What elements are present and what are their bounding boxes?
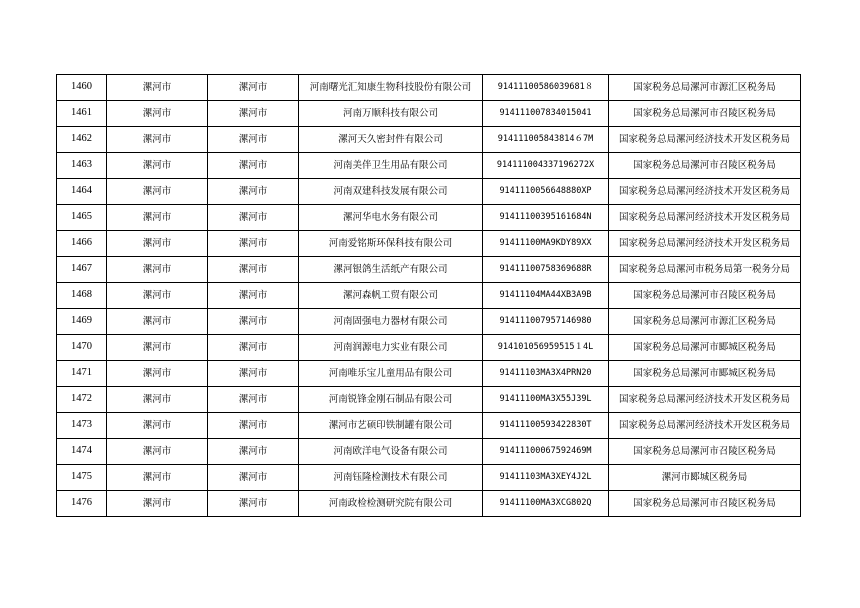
credit-code-cell: 91411100593422830T [483,413,609,439]
city-cell: 漯河市 [107,309,208,335]
tax-office-cell: 国家税务总局漯河市召陵区税务局 [609,101,801,127]
city-cell: 漯河市 [107,205,208,231]
company-name-cell: 河南钰隆检测技术有限公司 [299,465,483,491]
city-cell: 漯河市 [107,465,208,491]
city-cell: 漯河市 [107,257,208,283]
credit-code-cell: 91411104MA44XB3A9B [483,283,609,309]
table-row [57,491,801,517]
row-number-cell: 1465 [57,205,107,231]
tax-office-cell: 国家税务总局漯河市源汇区税务局 [609,75,801,101]
city-cell: 漯河市 [107,491,208,517]
credit-code-cell: 91411100395161684N [483,205,609,231]
table-body [57,75,801,517]
tax-office-cell: 国家税务总局漯河市税务局第一税务分局 [609,257,801,283]
district-cell: 漯河市 [208,205,299,231]
table-row [57,179,801,205]
tax-office-cell: 国家税务总局漯河经济技术开发区税务局 [609,387,801,413]
city-cell: 漯河市 [107,413,208,439]
city-cell: 漯河市 [107,153,208,179]
table-row [57,465,801,491]
table-row [57,439,801,465]
company-name-cell: 河南万顺科技有限公司 [299,101,483,127]
row-number-cell: 1472 [57,387,107,413]
tax-office-cell: 国家税务总局漯河经济技术开发区税务局 [609,231,801,257]
row-number-cell: 1476 [57,491,107,517]
table-row [57,127,801,153]
tax-office-cell: 国家税务总局漯河经济技术开发区税务局 [609,413,801,439]
city-cell: 漯河市 [107,335,208,361]
company-name-cell: 河南润源电力实业有限公司 [299,335,483,361]
tax-office-cell: 国家税务总局漯河市郾城区税务局 [609,361,801,387]
credit-code-cell: 91411100MA3XCG802Q [483,491,609,517]
district-cell: 漯河市 [208,101,299,127]
row-number-cell: 1462 [57,127,107,153]
credit-code-cell: 914111007834015041 [483,101,609,127]
district-cell: 漯河市 [208,153,299,179]
row-number-cell: 1460 [57,75,107,101]
tax-office-cell: 国家税务总局漯河市源汇区税务局 [609,309,801,335]
row-number-cell: 1473 [57,413,107,439]
tax-office-cell: 漯河市郾城区税务局 [609,465,801,491]
company-name-cell: 河南曙光汇知康生物科技股份有限公司 [299,75,483,101]
city-cell: 漯河市 [107,361,208,387]
district-cell: 漯河市 [208,127,299,153]
district-cell: 漯河市 [208,491,299,517]
table-row [57,101,801,127]
table-row [57,205,801,231]
row-number-cell: 1471 [57,361,107,387]
city-cell: 漯河市 [107,127,208,153]
row-number-cell: 1463 [57,153,107,179]
city-cell: 漯河市 [107,75,208,101]
row-number-cell: 1475 [57,465,107,491]
company-name-cell: 河南政检检测研究院有限公司 [299,491,483,517]
district-cell: 漯河市 [208,257,299,283]
row-number-cell: 1467 [57,257,107,283]
tax-office-cell: 国家税务总局漯河市召陵区税务局 [609,439,801,465]
company-name-cell: 漯河银鸽生活纸产有限公司 [299,257,483,283]
district-cell: 漯河市 [208,465,299,491]
tax-office-cell: 国家税务总局漯河市郾城区税务局 [609,335,801,361]
city-cell: 漯河市 [107,283,208,309]
table-row [57,361,801,387]
row-number-cell: 1464 [57,179,107,205]
district-cell: 漯河市 [208,335,299,361]
table-row [57,257,801,283]
district-cell: 漯河市 [208,75,299,101]
credit-code-cell: 914101056959515１4L [483,335,609,361]
district-cell: 漯河市 [208,413,299,439]
credit-code-cell: 914111007957146980 [483,309,609,335]
company-name-cell: 河南爱铭斯环保科技有限公司 [299,231,483,257]
company-name-cell: 河南固强电力器材有限公司 [299,309,483,335]
row-number-cell: 1470 [57,335,107,361]
credit-code-cell: 91411100MA3X55J39L [483,387,609,413]
company-name-cell: 漯河华电水务有限公司 [299,205,483,231]
district-cell: 漯河市 [208,179,299,205]
table-row [57,335,801,361]
credit-code-cell: 914111005843814６7M [483,127,609,153]
company-name-cell: 河南欧洋电气设备有限公司 [299,439,483,465]
tax-office-cell: 国家税务总局漯河市召陵区税务局 [609,491,801,517]
district-cell: 漯河市 [208,283,299,309]
company-name-cell: 河南双建科技发展有限公司 [299,179,483,205]
district-cell: 漯河市 [208,439,299,465]
credit-code-cell: 9141110056648880XP [483,179,609,205]
table-row [57,387,801,413]
credit-code-cell: 91411100586039681８ [483,75,609,101]
credit-code-cell: 91411100MA9KDY89XX [483,231,609,257]
table-row [57,231,801,257]
credit-code-cell: 91411103MA3XEY4J2L [483,465,609,491]
city-cell: 漯河市 [107,231,208,257]
company-name-cell: 河南唯乐宝儿童用品有限公司 [299,361,483,387]
district-cell: 漯河市 [208,361,299,387]
district-cell: 漯河市 [208,387,299,413]
city-cell: 漯河市 [107,101,208,127]
tax-office-cell: 国家税务总局漯河市召陵区税务局 [609,153,801,179]
table-row [57,153,801,179]
row-number-cell: 1466 [57,231,107,257]
tax-office-cell: 国家税务总局漯河市召陵区税务局 [609,283,801,309]
company-name-cell: 漯河市艺硕印铁制罐有限公司 [299,413,483,439]
city-cell: 漯河市 [107,387,208,413]
district-cell: 漯河市 [208,231,299,257]
company-name-cell: 漯河天久密封件有限公司 [299,127,483,153]
tax-office-cell: 国家税务总局漯河经济技术开发区税务局 [609,127,801,153]
district-cell: 漯河市 [208,309,299,335]
city-cell: 漯河市 [107,439,208,465]
row-number-cell: 1474 [57,439,107,465]
row-number-cell: 1469 [57,309,107,335]
company-name-cell: 河南美伴卫生用品有限公司 [299,153,483,179]
tax-office-cell: 国家税务总局漯河经济技术开发区税务局 [609,205,801,231]
row-number-cell: 1461 [57,101,107,127]
row-number-cell: 1468 [57,283,107,309]
credit-code-cell: 91411100067592469M [483,439,609,465]
table-row [57,283,801,309]
credit-code-cell: 91411103MA3X4PRN20 [483,361,609,387]
table-row [57,413,801,439]
taxpayer-table [56,74,801,517]
company-name-cell: 漯河森帆工贸有限公司 [299,283,483,309]
credit-code-cell: 91411100758369688R [483,257,609,283]
city-cell: 漯河市 [107,179,208,205]
credit-code-cell: 914111004337196272X [483,153,609,179]
table-row [57,309,801,335]
tax-office-cell: 国家税务总局漯河经济技术开发区税务局 [609,179,801,205]
company-name-cell: 河南锐锋金刚石制品有限公司 [299,387,483,413]
table-row [57,75,801,101]
